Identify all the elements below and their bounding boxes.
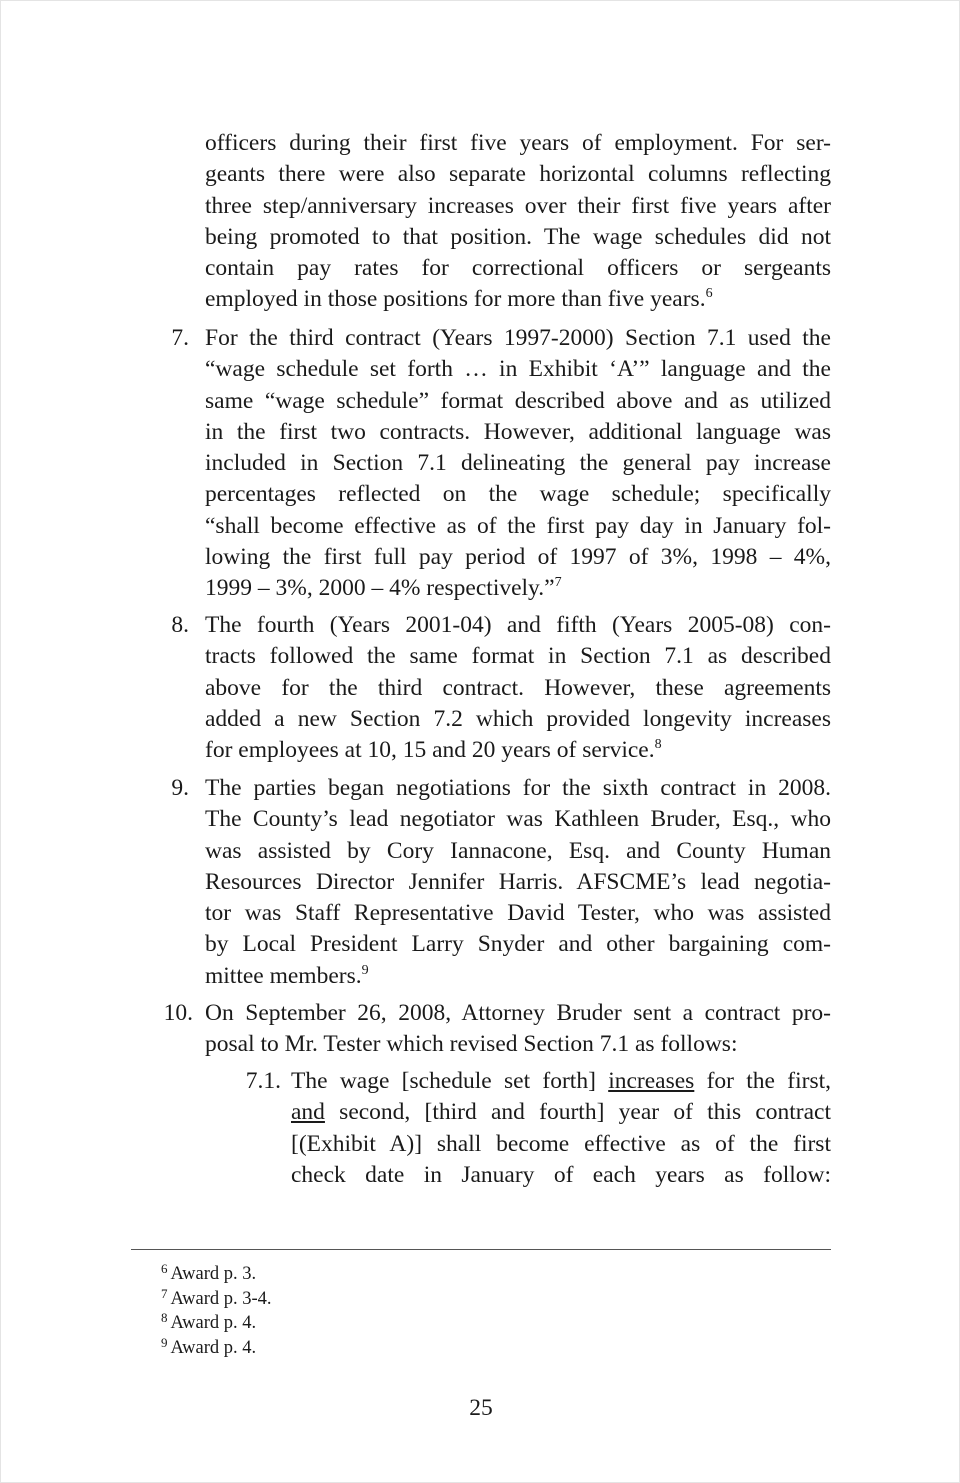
text-line: three step/anniversary increases over their first five years after	[205, 192, 831, 219]
footnote-number: 8	[161, 1310, 168, 1325]
text-line: above for the third contract. However, these agreements	[205, 674, 831, 701]
text-line-last	[205, 1029, 831, 1060]
line-text: mittee members.	[205, 962, 362, 989]
subsection-7-1	[291, 1066, 831, 1191]
line-text: employed in those positions for more than five years.	[205, 286, 706, 313]
text-line-last	[205, 735, 831, 766]
text-line: The County’s lead negotiator was Kathleen Bruder, Esq., who	[205, 806, 831, 833]
footnote-text: Award p. 3-4.	[170, 1288, 272, 1309]
paragraph-number: 8.	[171, 612, 189, 638]
paragraph-7	[205, 323, 831, 605]
text-line-last	[205, 961, 831, 992]
subsection-number: 7.1.	[245, 1068, 281, 1094]
text-line: included in Section 7.1 delineating the general pay increase	[205, 450, 831, 477]
footnote	[161, 1287, 272, 1312]
underlined-text: increases	[608, 1068, 695, 1094]
text-line: For the third contract (Years 1997-2000) Section 7.1 used the	[205, 325, 831, 351]
text-line: added a new Section 7.2 which provided longevity increases	[205, 705, 831, 732]
footnote-text: Award p. 4.	[170, 1337, 257, 1358]
text-line: “wage schedule set forth … in Exhibit ‘A’” language and the	[205, 356, 831, 383]
text-line: tracts followed the same format in Section 7.1 as described	[205, 643, 831, 670]
line-text: second, [third and fourth] year of this contract	[324, 1099, 831, 1126]
underlined-text: and	[291, 1099, 325, 1126]
text-line: “shall become effective as of the first pay day in January fol-	[205, 512, 831, 539]
footnote	[161, 1262, 272, 1287]
footnote-number: 7	[161, 1285, 168, 1301]
text-line: On September 26, 2008, Attorney Bruder sent a contract pro-	[205, 1000, 831, 1026]
text-line: in the first two contracts. However, additional language was	[205, 418, 831, 445]
paragraph-continuation	[205, 128, 831, 316]
paragraph-number: 9.	[171, 775, 189, 801]
page-number: 25	[469, 1395, 493, 1421]
footnote-ref: 7	[554, 575, 562, 591]
footnote	[161, 1336, 272, 1361]
line-text: The wage [schedule set forth]	[291, 1068, 609, 1094]
line-text: 1999 – 3%, 2000 – 4% respectively.”	[205, 575, 555, 602]
line-text: posal to Mr. Tester which revised Section 7.1 as follows:	[205, 1031, 738, 1058]
paragraph-9	[205, 773, 831, 992]
footnote-text: Award p. 4.	[170, 1313, 257, 1333]
text-line: [(Exhibit A)] shall become effective as of the first	[291, 1130, 831, 1157]
text-line-last	[205, 573, 831, 604]
footnote-ref: 9	[361, 962, 369, 978]
text-line: lowing the first full pay period of 1997 of 3%, 1998 – 4%,	[205, 544, 831, 571]
footnote-text: Award p. 3.	[170, 1264, 257, 1284]
text-line: Resources Director Jennifer Harris. AFSCME’s lead negotia-	[205, 868, 831, 895]
text-line: tor was Staff Representative David Tester, who was assisted	[205, 900, 831, 927]
text-line: percentages reflected on the wage schedule; specifically	[205, 481, 831, 508]
footnote-divider	[131, 1249, 831, 1250]
text-line: check date in January of each years as follow:	[291, 1161, 831, 1188]
text-line	[291, 1097, 831, 1128]
text-line	[291, 1066, 831, 1097]
text-line: The fourth (Years 2001-04) and fifth (Years 2005-08) con-	[205, 612, 831, 638]
footnotes	[161, 1262, 272, 1360]
line-text: for employees at 10, 15 and 20 years of service.	[205, 737, 655, 764]
text-line-last	[205, 284, 831, 315]
text-line: The parties began negotiations for the sixth contract in 2008.	[205, 775, 831, 801]
text-line: by Local President Larry Snyder and other bargaining com-	[205, 931, 831, 958]
footnote-ref: 6	[705, 286, 713, 302]
paragraph-10	[205, 998, 831, 1061]
paragraph-number: 10.	[163, 1000, 193, 1026]
footnote-ref: 8	[654, 737, 662, 753]
footnote-number: 9	[161, 1334, 168, 1350]
text-line: same “wage schedule” format described above and as utilized	[205, 387, 831, 414]
paragraph-8	[205, 610, 831, 766]
text-line: geants there were also separate horizontal columns reflecting	[205, 161, 831, 188]
footnote	[161, 1311, 272, 1336]
text-line: officers during their first five years of employment. For ser-	[205, 130, 831, 156]
paragraph-number: 7.	[171, 325, 189, 351]
line-text: for the first,	[694, 1068, 831, 1094]
footnote-number: 6	[161, 1261, 168, 1276]
text-line: was assisted by Cory Iannacone, Esq. and County Human	[205, 837, 831, 864]
text-line: contain pay rates for correctional officers or sergeants	[205, 255, 831, 282]
text-line: being promoted to that position. The wage schedules did not	[205, 223, 831, 250]
